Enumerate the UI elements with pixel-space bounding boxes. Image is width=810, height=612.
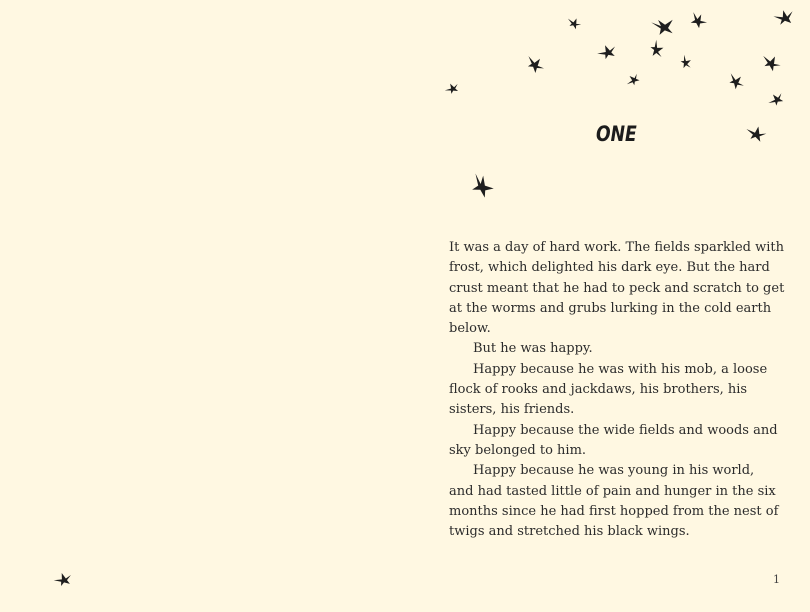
chapter-title: ONE [596,122,637,146]
text-line: sky belonged to him. [449,442,587,458]
page-number: 1 [773,573,780,586]
text-line: and had tasted little of pain and hunger in the six [449,483,776,499]
text-line: Happy because the wide fields and woods and [473,422,778,438]
text-line: Happy because he was with his mob, a loose [473,361,768,377]
text-line: But he was happy. [473,341,593,357]
text-line: Happy because he was young in his world, [473,463,755,479]
text-line: It was a day of hard work. The fields sparkled with [449,240,785,255]
text-line: months since he had first hopped from the nest of [449,503,779,519]
text-line: below. [449,321,491,337]
text-line: sisters, his friends. [449,402,575,418]
paragraph [449,360,779,421]
text-line: twigs and stretched his black wings. [449,524,690,540]
text-line: flock of rooks and jackdaws, his brothers, his [449,382,748,398]
paragraph [449,238,785,339]
text-line: frost, which delighted his dark eye. But the hard [449,260,770,276]
text-line: at the worms and grubs lurking in the cold earth [449,300,772,316]
text-line: crust meant that he had to peck and scratch to get [449,280,785,296]
paragraph [449,339,779,359]
paragraph [449,461,779,542]
chapter-body [449,238,785,542]
paragraph [449,421,779,462]
